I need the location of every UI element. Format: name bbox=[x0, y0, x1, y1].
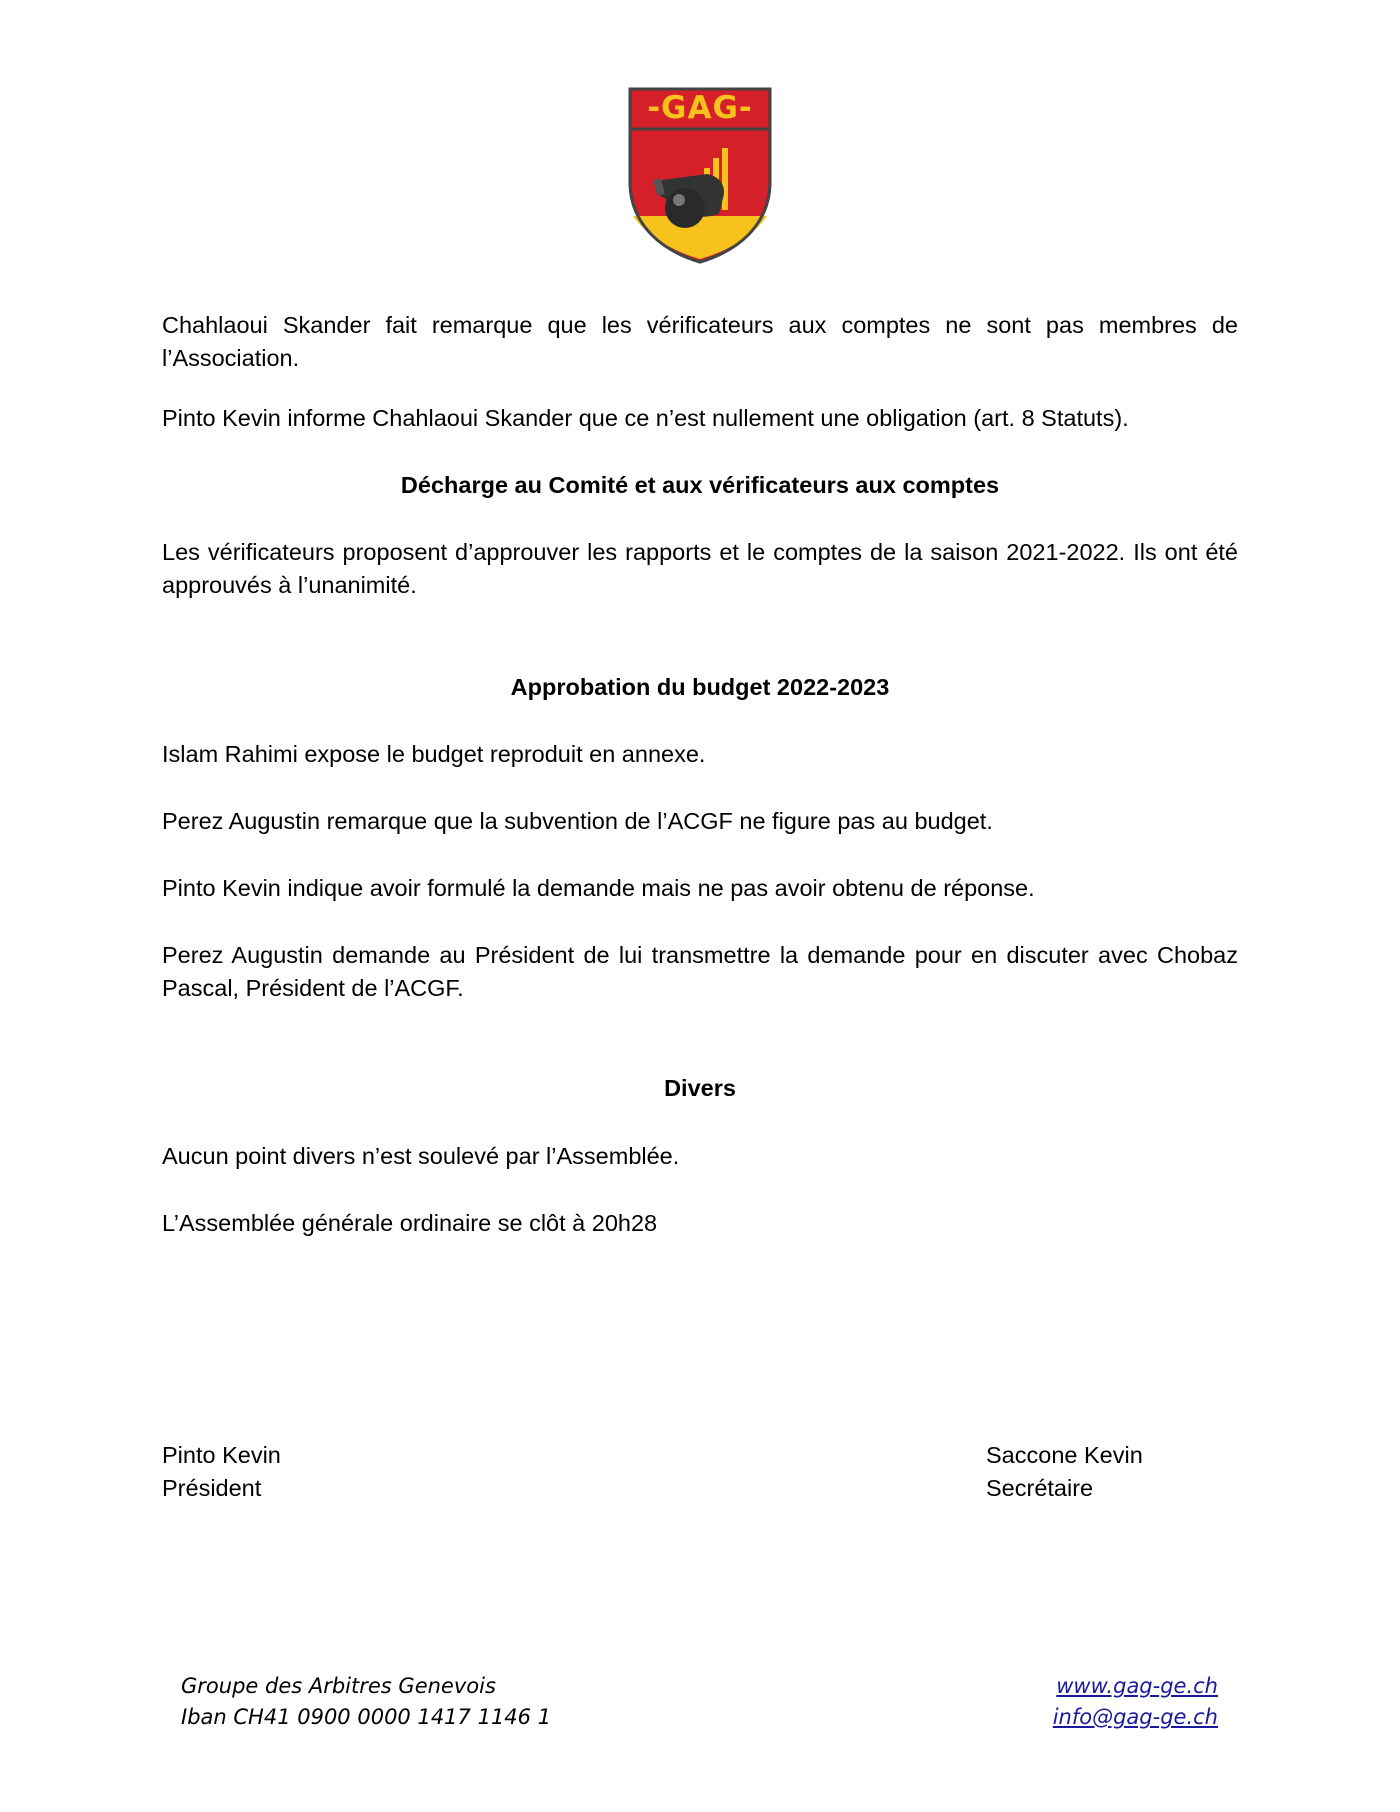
paragraph: Chahlaoui Skander fait remarque que les vérificateurs aux comptes ne sont pas membres de l’Association. bbox=[162, 312, 1238, 371]
logo-text: -GAG- bbox=[647, 90, 753, 126]
signature-left bbox=[162, 1439, 281, 1505]
email-link[interactable]: info@gag-ge.ch bbox=[1052, 1705, 1218, 1729]
footer-left bbox=[181, 1671, 551, 1733]
section-heading: Décharge au Comité et aux vérificateurs aux comptes bbox=[400, 472, 1000, 498]
footer-org: Groupe des Arbitres Genevois bbox=[181, 1674, 496, 1698]
footer-iban: Iban CH41 0900 0000 1417 1146 1 bbox=[181, 1705, 552, 1729]
paragraph: Perez Augustin demande au Président de lui transmettre la demande pour en discuter avec Chobaz Pascal, Président de l’ACGF. bbox=[162, 942, 1238, 1001]
footer-right bbox=[1053, 1671, 1218, 1733]
paragraph: Aucun point divers n’est soulevé par l’Assemblée. bbox=[162, 1143, 680, 1169]
paragraph: Les vérificateurs proposent d’approuver les rapports et le comptes de la saison 2021-2022. Ils ont été approuvés à l’unanimité. bbox=[162, 539, 1238, 598]
signer-role: Président bbox=[162, 1475, 262, 1501]
website-link[interactable]: www.gag-ge.ch bbox=[1056, 1674, 1218, 1698]
paragraph: Islam Rahimi expose le budget reproduit en annexe. bbox=[162, 741, 706, 767]
paragraph: Pinto Kevin informe Chahlaoui Skander que ce n’est nullement une obligation (art. 8 Statuts). bbox=[162, 405, 1129, 431]
gag-logo bbox=[627, 86, 773, 264]
paragraph: L’Assemblée générale ordinaire se clôt à 20h28 bbox=[162, 1210, 658, 1236]
signature-right bbox=[986, 1439, 1143, 1505]
paragraph: Perez Augustin remarque que la subvention de l’ACGF ne figure pas au budget. bbox=[162, 808, 993, 834]
paragraph: Pinto Kevin indique avoir formulé la demande mais ne pas avoir obtenu de réponse. bbox=[162, 875, 1035, 901]
signer-name: Saccone Kevin bbox=[986, 1442, 1143, 1468]
signer-name: Pinto Kevin bbox=[162, 1442, 281, 1468]
section-heading: Divers bbox=[664, 1075, 736, 1101]
section-heading: Approbation du budget 2022-2023 bbox=[510, 674, 890, 700]
signer-role: Secrétaire bbox=[986, 1475, 1094, 1501]
